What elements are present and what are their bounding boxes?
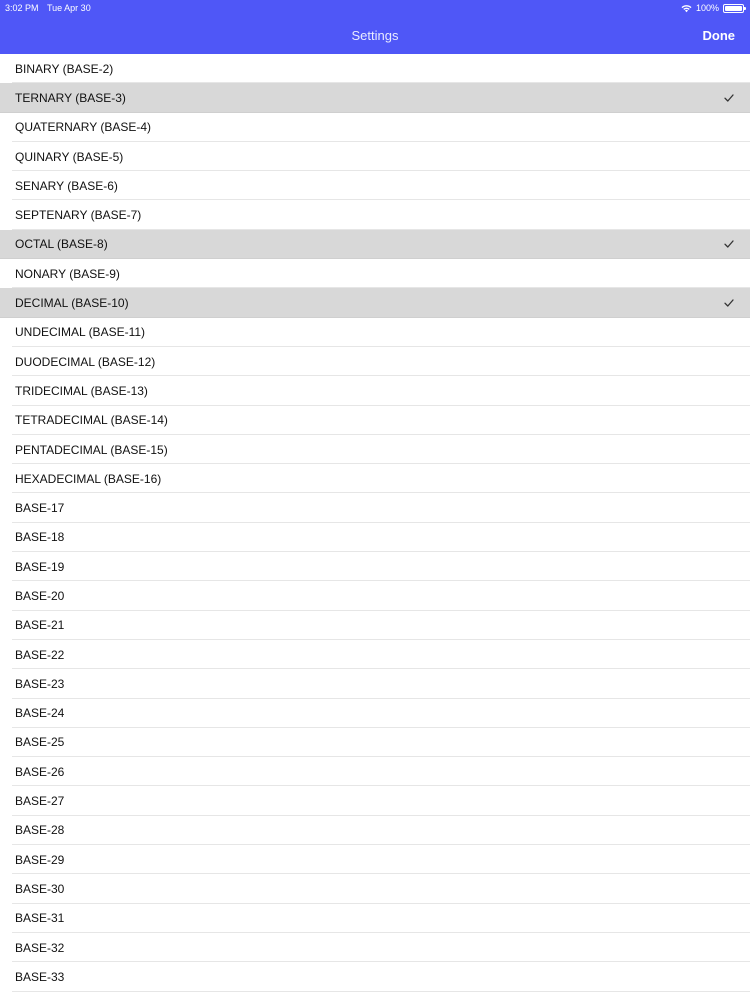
checkmark-icon bbox=[724, 240, 734, 248]
list-item[interactable] bbox=[0, 142, 750, 171]
list-item-label: QUINARY (BASE-5) bbox=[15, 149, 124, 164]
status-bar bbox=[0, 0, 750, 16]
list-item-label: TERNARY (BASE-3) bbox=[15, 90, 126, 105]
list-item[interactable] bbox=[0, 640, 750, 669]
list-item-label: BASE-22 bbox=[15, 647, 65, 662]
list-item-label: BASE-30 bbox=[15, 881, 65, 896]
list-item[interactable] bbox=[0, 904, 750, 933]
list-item[interactable] bbox=[0, 786, 750, 815]
list-item[interactable] bbox=[0, 464, 750, 493]
list-item-label: BASE-24 bbox=[15, 706, 65, 721]
checkmark-icon bbox=[724, 94, 734, 102]
list-item[interactable] bbox=[0, 230, 750, 259]
list-item[interactable] bbox=[0, 435, 750, 464]
list-item-label: HEXADECIMAL (BASE-16) bbox=[15, 471, 162, 486]
list-item-label: BASE-17 bbox=[15, 501, 65, 516]
list-item[interactable] bbox=[0, 933, 750, 962]
list-item-label: BASE-23 bbox=[15, 676, 65, 691]
list-item[interactable] bbox=[0, 669, 750, 698]
status-right bbox=[681, 1, 744, 15]
list-item-label: BASE-28 bbox=[15, 823, 65, 838]
base-list bbox=[0, 54, 750, 992]
navigation-bar bbox=[0, 16, 750, 54]
page-title: Settings bbox=[351, 28, 399, 43]
list-item-label: BASE-21 bbox=[15, 618, 65, 633]
battery-percent: 100% bbox=[695, 3, 719, 13]
list-item[interactable] bbox=[0, 113, 750, 142]
top-bar bbox=[0, 0, 750, 54]
list-item[interactable] bbox=[0, 611, 750, 640]
list-item[interactable] bbox=[0, 493, 750, 522]
status-date: Tue Apr 30 bbox=[47, 3, 91, 13]
list-item[interactable] bbox=[0, 318, 750, 347]
list-item[interactable] bbox=[0, 259, 750, 288]
done-button[interactable]: Done bbox=[702, 28, 735, 43]
list-item[interactable] bbox=[0, 845, 750, 874]
list-item[interactable] bbox=[0, 699, 750, 728]
list-item-label: NONARY (BASE-9) bbox=[15, 266, 120, 281]
list-item-label: OCTAL (BASE-8) bbox=[15, 237, 108, 252]
list-item-label: SENARY (BASE-6) bbox=[15, 178, 118, 193]
checkmark-icon bbox=[724, 299, 734, 307]
list-item-label: BASE-27 bbox=[15, 794, 65, 809]
list-item-label: BASE-19 bbox=[15, 559, 65, 574]
list-item-label: TETRADECIMAL (BASE-14) bbox=[15, 413, 168, 428]
list-item[interactable] bbox=[0, 406, 750, 435]
list-item-label: SEPTENARY (BASE-7) bbox=[15, 208, 142, 223]
list-item[interactable] bbox=[0, 962, 750, 991]
list-item-label: BINARY (BASE-2) bbox=[15, 61, 114, 76]
list-item-label: DECIMAL (BASE-10) bbox=[15, 296, 129, 311]
list-item[interactable] bbox=[0, 200, 750, 229]
list-item[interactable] bbox=[0, 83, 750, 112]
list-item-label: BASE-25 bbox=[15, 735, 65, 750]
status-time: 3:02 PM bbox=[5, 3, 39, 13]
list-item[interactable] bbox=[0, 288, 750, 317]
list-item-label: UNDECIMAL (BASE-11) bbox=[15, 325, 146, 340]
list-item[interactable] bbox=[0, 171, 750, 200]
list-item[interactable] bbox=[0, 54, 750, 83]
list-item-label: BASE-29 bbox=[15, 852, 65, 867]
list-item-label: BASE-32 bbox=[15, 940, 65, 955]
list-item-label: TRIDECIMAL (BASE-13) bbox=[15, 383, 148, 398]
list-item[interactable] bbox=[0, 347, 750, 376]
wifi-icon bbox=[681, 4, 692, 13]
list-item[interactable] bbox=[0, 874, 750, 903]
battery-icon bbox=[723, 4, 744, 13]
list-item[interactable] bbox=[0, 552, 750, 581]
list-item[interactable] bbox=[0, 728, 750, 757]
list-item[interactable] bbox=[0, 376, 750, 405]
list-item[interactable] bbox=[0, 523, 750, 552]
list-item-label: BASE-33 bbox=[15, 969, 65, 984]
list-item-label: PENTADECIMAL (BASE-15) bbox=[15, 442, 168, 457]
list-item-label: BASE-31 bbox=[15, 911, 65, 926]
list-item[interactable] bbox=[0, 581, 750, 610]
list-item[interactable] bbox=[0, 816, 750, 845]
list-item-label: DUODECIMAL (BASE-12) bbox=[15, 354, 156, 369]
list-item-label: BASE-20 bbox=[15, 588, 65, 603]
list-item-label: QUATERNARY (BASE-4) bbox=[15, 120, 152, 135]
list-item-label: BASE-18 bbox=[15, 530, 65, 545]
list-item-label: BASE-26 bbox=[15, 764, 65, 779]
list-item[interactable] bbox=[0, 757, 750, 786]
